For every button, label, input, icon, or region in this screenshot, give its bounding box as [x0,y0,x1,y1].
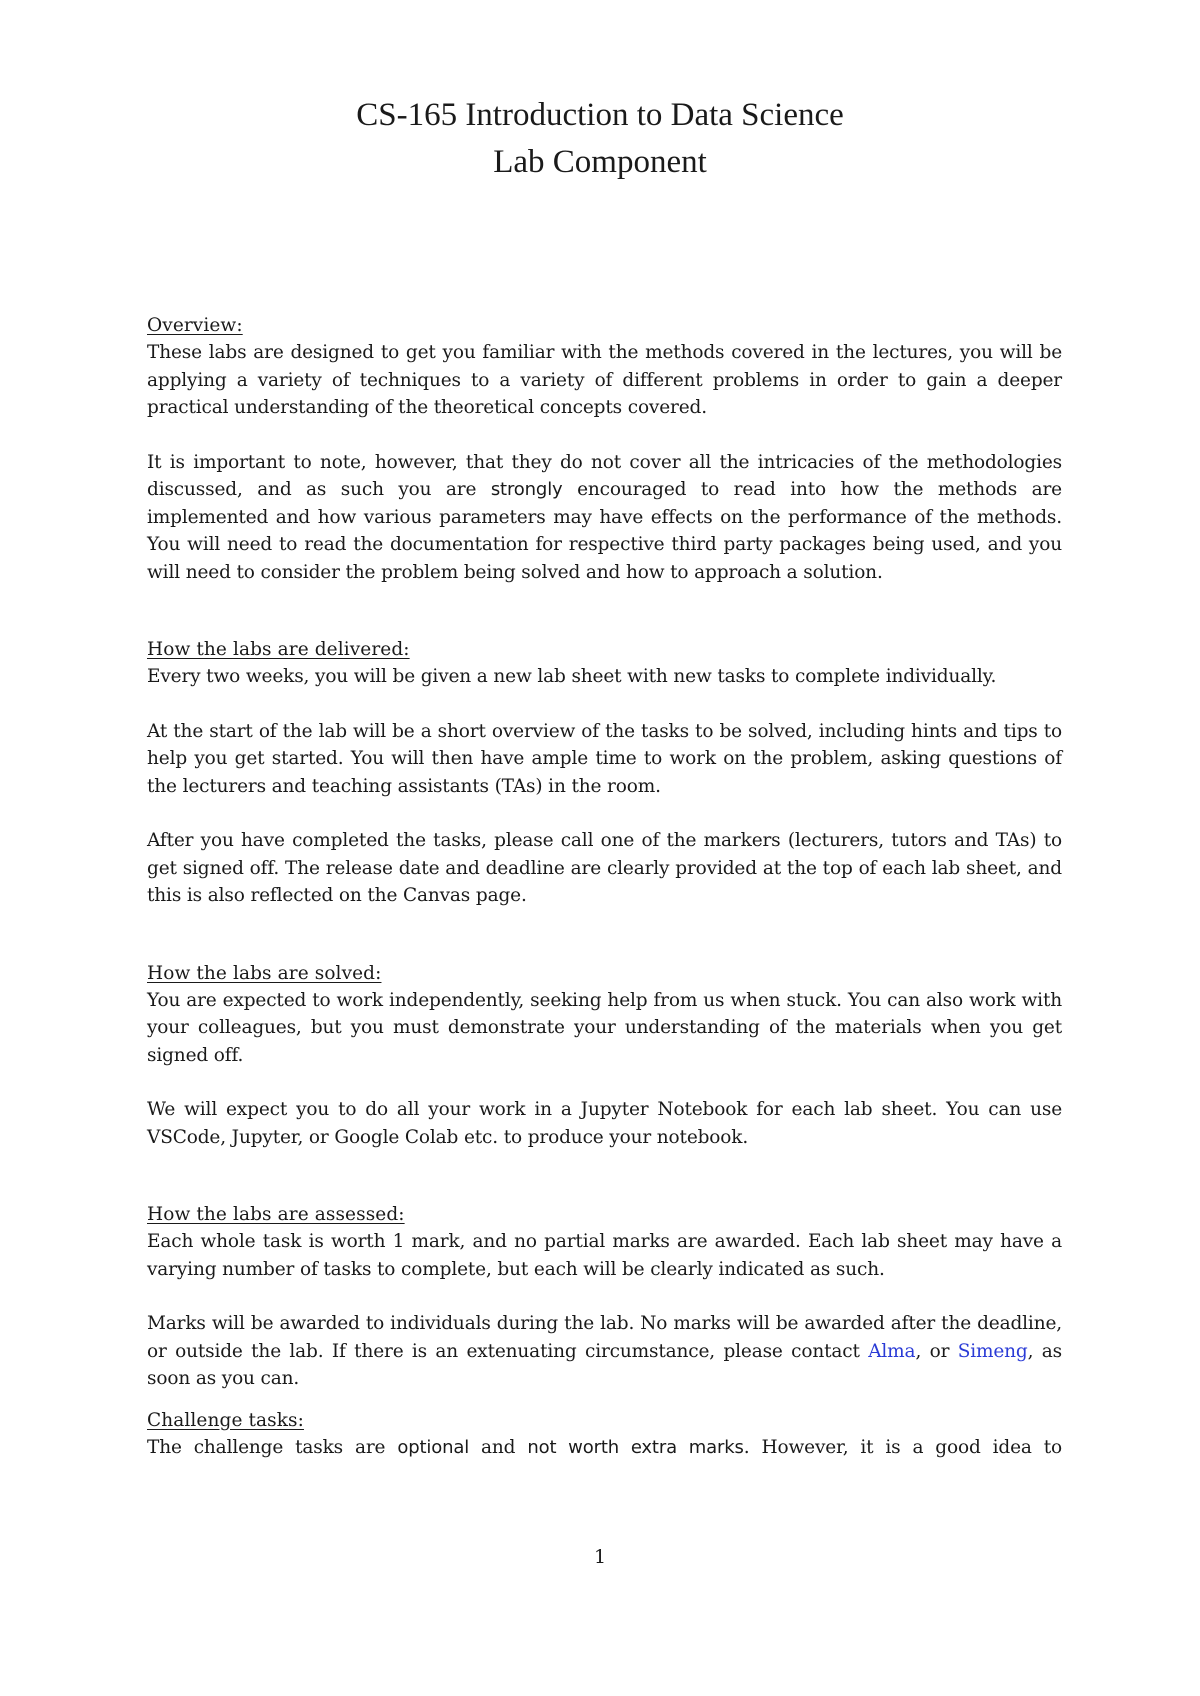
section-overview [147,312,1062,586]
paragraph: You are expected to work independently, seeking help from us when stuck. You can also work with your colleagues, but you must demonstrate your understanding of the materials when you get signed off. [147,989,1062,1066]
title-line-1: CS-165 Introduction to Data Science [356,97,844,133]
paragraph: Every two weeks, you will be given a new lab sheet with new tasks to complete individually. [147,666,997,687]
title-line-2: Lab Component [493,144,707,180]
text-run: , or [915,1340,958,1362]
section-heading-overview: Overview: [147,315,243,336]
paragraph: These labs are designed to get you familiar with the methods covered in the lectures, you will be applying a variety of techniques to a variety of different problems in order to gain a deeper practical understanding of the theoretical concepts covered. [147,342,1062,418]
section-challenge [147,1407,1062,1462]
section-heading-solved: How the labs are solved: [147,962,382,984]
section-heading-challenge: Challenge tasks: [147,1409,304,1431]
paragraph [147,1310,1062,1393]
text-run: and [469,1436,528,1458]
text-run: . However, it is a good idea to [743,1436,1062,1458]
text-run: The challenge tasks are [147,1436,398,1458]
text-run: It is important to note, however, that they do not cover all the intricacies of the methodologies discussed, and as such you are [147,451,1062,500]
document-body [147,312,1062,1461]
contact-link-simeng[interactable]: Simeng [957,1340,1028,1362]
document-title [0,92,1200,186]
section-assessed [147,1201,1062,1393]
text-run: encouraged to read into how the methods are implemented and how various parameters may have effects on the performance of the methods. You will need to read the documentation for respective third party packages being used, and you will need to consider the problem being solved and how to approach a solution. [147,479,1062,583]
contact-link-alma[interactable]: Alma [868,1340,916,1362]
paragraph: At the start of the lab will be a short overview of the tasks to be solved, including hints and tips to help you get started. You will then have ample time to work on the problem, asking questions of the lecturers and teaching assistants (TAs) in the room. [147,720,1062,797]
paragraph: Each whole task is worth 1 mark, and no partial marks are awarded. Each lab sheet may have a varying number of tasks to complete, but each will be clearly indicated as such. [147,1231,1062,1280]
emphasis-text: strongly [490,479,563,500]
page-number: 1 [593,1546,607,1568]
text-run: Marks will be awarded to individuals during the lab. No marks will be awarded after the deadline, or outside the lab. If there is an extenuating circumstance, please contact [147,1313,1062,1362]
section-solved [147,960,1062,1152]
section-delivered [147,636,1062,910]
text-run: , as soon as you can. [147,1340,1063,1389]
paragraph: After you have completed the tasks, please call one of the markers (lecturers, tutors and TAs) to get signed off. The release date and deadline are clearly provided at the top of each lab sheet, and this is also reflected on the Canvas page. [147,830,1062,906]
emphasis-text: optional [397,1436,470,1458]
section-heading-assessed: How the labs are assessed: [147,1204,405,1225]
paragraph [147,449,1062,587]
section-heading-delivered: How the labs are delivered: [147,639,410,660]
paragraph [147,1434,1062,1462]
paragraph: We will expect you to do all your work in a Jupyter Notebook for each lab sheet. You can use VSCode, Jupyter, or Google Colab etc. to produce your notebook. [147,1099,1062,1148]
emphasis-text: not worth extra marks [527,1436,744,1458]
